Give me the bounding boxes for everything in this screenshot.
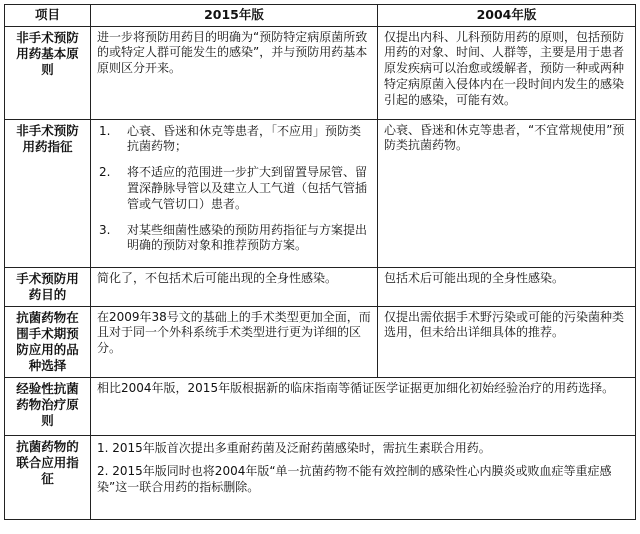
merged-line-1: 1. 2015年版首次提出多重耐药菌及泛耐药菌感染时，需抗生素联合用药。: [97, 440, 491, 455]
list-item-text: 心衰、昏迷和休克等患者，「不应用」预防类抗菌药物；: [127, 123, 362, 154]
comparison-table: [4, 4, 636, 520]
list-item: [97, 124, 371, 156]
list-item-number: 2.: [99, 165, 111, 180]
cell-2004: 仅提出内科、儿科预防用药的原则，包括预防用药的对象、时间、人群等，主要是用于患者原发疾病可以治愈或缓解者，预防一种或两种特定病原菌入侵体内在一段时间内发生的感染引起的感染，可能有效。: [378, 26, 636, 119]
header-item: 项目: [5, 5, 91, 27]
table-row: [5, 306, 636, 377]
cell-merged: 相比2004年版，2015年版根据新的临床指南等循证医学证据更加细化初始经验治疗的用药选择。: [91, 377, 636, 435]
merged-line-2: 2. 2015年版同时也将2004年版“单一抗菌药物不能有效控制的感染性心内膜炎或败血症等重症感染”这一联合用药的指标删除。: [97, 464, 612, 495]
row-label: 非手术预防用药指征: [5, 119, 91, 267]
table-row: [5, 119, 636, 267]
row-label: 抗菌药物在围手术期预防应用的品种选择: [5, 306, 91, 377]
table-row: [5, 377, 636, 435]
table-row: [5, 267, 636, 306]
row-label: 抗菌药物的联合应用指征: [5, 435, 91, 519]
cell-2015: 简化了，不包括术后可能出现的全身性感染。: [91, 267, 378, 306]
list-item-text: 将不适应的范围进一步扩大到留置导尿管、留置深静脉导管以及建立人工气道（包括气管插管或气管切口）患者。: [127, 165, 368, 211]
cell-2015: [91, 119, 378, 267]
row-label: 手术预防用药目的: [5, 267, 91, 306]
row-label: 经验性抗菌药物治疗原则: [5, 377, 91, 435]
cell-merged: [91, 435, 636, 519]
list-item-number: 3.: [99, 222, 111, 237]
cell-2004: 包括术后可能出现的全身性感染。: [378, 267, 636, 306]
header-2004: 2004年版: [378, 5, 636, 27]
table-header-row: [5, 5, 636, 27]
list-item: [97, 223, 371, 255]
cell-2004: 心衰、昏迷和休克等患者，“不宜常规使用”预防类抗菌药物。: [378, 119, 636, 267]
row-label: 非手术预防用药基本原则: [5, 26, 91, 119]
list-item-number: 1.: [99, 123, 111, 138]
cell-2004: 仅提出需依据手术野污染或可能的污染菌种类选用，但未给出详细具体的推荐。: [378, 306, 636, 377]
table-row: [5, 435, 636, 519]
list-item-text: 对某些细菌性感染的预防用药指征与方案提出明确的预防对象和推荐预防方案。: [127, 222, 368, 253]
cell-2015: 在2009年38号文的基础上的手术类型更加全面，而且对于同一个外科系统手术类型进行更为详细的区分。: [91, 306, 378, 377]
cell-2015: 进一步将预防用药目的明确为“预防特定病原菌所致的或特定人群可能发生的感染”，并与预防用药基本原则区分开来。: [91, 26, 378, 119]
list-item: [97, 165, 371, 212]
header-2015: 2015年版: [91, 5, 378, 27]
table-row: [5, 26, 636, 119]
